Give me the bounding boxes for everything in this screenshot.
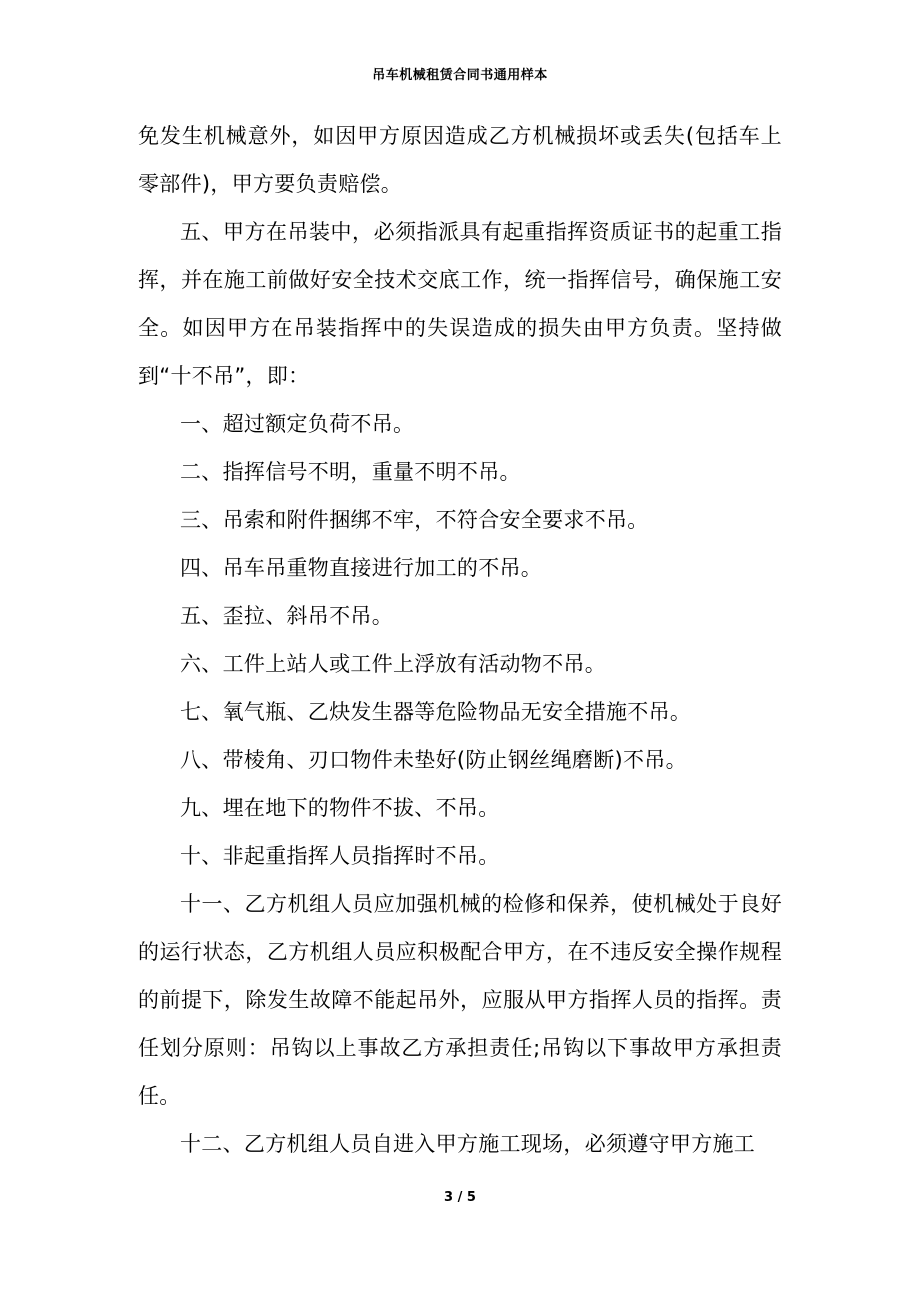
clause-11: 十一、乙方机组人员应加强机械的检修和保养，使机械处于良好的运行状态，乙方机组人员应积极配合甲方，在不违反安全操作规程的前提下，除发生故障不能起吊外，应服从甲方指挥人员的指挥。责任划分原则：吊钩以上事故乙方承担责任;吊钩以下事故甲方承担责任。 <box>138 892 782 1108</box>
rule-item-5: 五、歪拉、斜吊不吊。 <box>180 604 393 628</box>
rule-item-2: 二、指挥信号不明，重量不明不吊。 <box>180 460 521 484</box>
rule-item-7: 七、氧气瓶、乙炔发生器等危险物品无安全措施不吊。 <box>180 700 692 724</box>
clause-12: 十二、乙方机组人员自进入甲方施工现场，必须遵守甲方施工 <box>180 1132 756 1156</box>
rule-item-4: 四、吊车吊重物直接进行加工的不吊。 <box>180 556 543 580</box>
document-header-title: 吊车机械租赁合同书通用样本 <box>372 68 548 83</box>
clause-5: 五、甲方在吊装中，必须指派具有起重指挥资质证书的起重工指挥，并在施工前做好安全技术交底工作，统一指挥信号，确保施工安全。如因甲方在吊装指挥中的失误造成的损失由甲方负责。坚持做到“十不吊”，即： <box>138 220 782 388</box>
rule-item-10: 十、非起重指挥人员指挥时不吊。 <box>180 844 500 868</box>
page-number: 3 / 5 <box>444 1190 476 1205</box>
rule-item-3: 三、吊索和附件捆绑不牢，不符合安全要求不吊。 <box>180 508 649 532</box>
paragraph-continuation: 免发生机械意外，如因甲方原因造成乙方机械损坏或丢失(包括车上零部件)，甲方要负责赔偿。 <box>138 124 782 196</box>
rule-item-8: 八、带棱角、刃口物件未垫好(防止钢丝绳磨断)不吊。 <box>180 748 687 772</box>
rule-item-6: 六、工件上站人或工件上浮放有活动物不吊。 <box>180 652 606 676</box>
rule-item-1: 一、超过额定负荷不吊。 <box>180 412 415 436</box>
rule-item-9: 九、埋在地下的物件不拔、不吊。 <box>180 796 500 820</box>
document-body <box>138 112 782 1168</box>
